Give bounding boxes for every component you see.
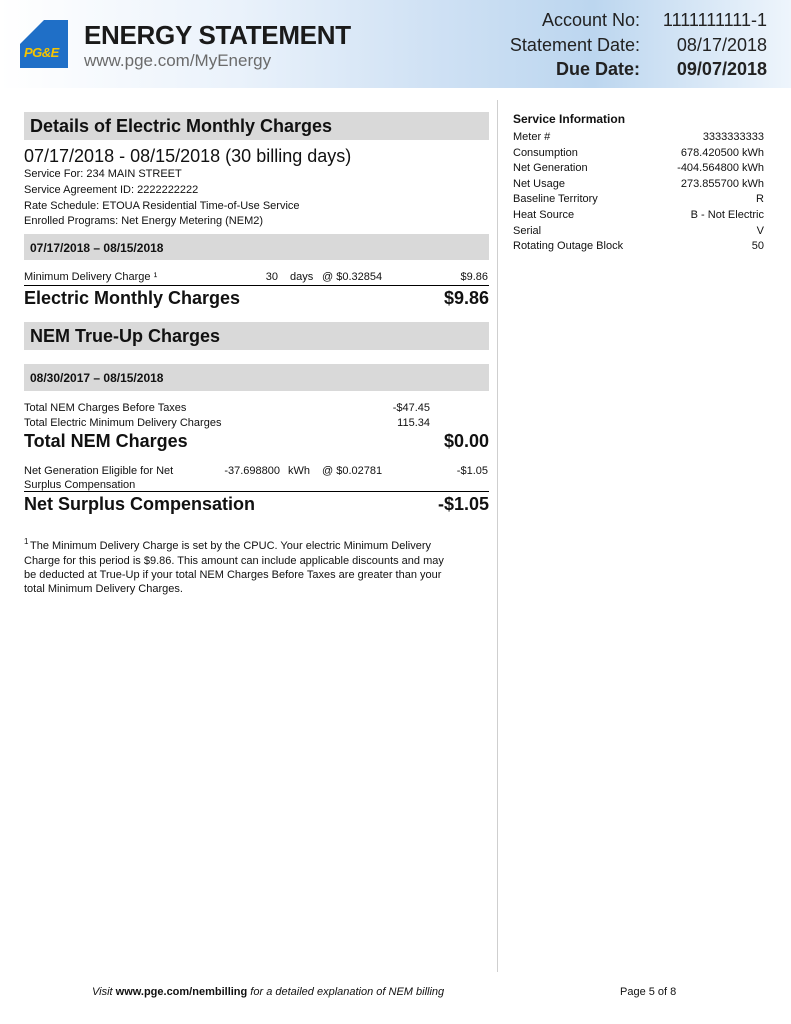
- min-charge-qty: 30: [265, 271, 278, 283]
- due-date-value: 09/07/2018: [676, 59, 767, 79]
- service-info-value: 678.420500 kWh: [680, 146, 764, 159]
- service-info-row: [513, 178, 764, 194]
- service-info-row: [513, 193, 764, 209]
- website-link[interactable]: www.pge.com/MyEnergy: [84, 51, 272, 70]
- divider: [24, 491, 489, 492]
- min-charge-rate: @ $0.32854: [322, 271, 383, 283]
- service-info-table: [513, 131, 764, 256]
- footnote-line2: Charge for this period is $9.86. This amount can include applicable discounts and may: [24, 555, 444, 567]
- electric-section-title: Details of Electric Monthly Charges: [30, 116, 333, 136]
- service-info-value: R: [756, 193, 764, 206]
- service-info-label: Rotating Outage Block: [513, 240, 624, 253]
- nem-min-delivery-value: 115.34: [397, 417, 430, 429]
- nem-min-delivery-label: Total Electric Minimum Delivery Charges: [24, 417, 222, 429]
- footer-visit-link[interactable]: www.pge.com/nembilling: [115, 986, 248, 998]
- service-info-value: V: [756, 224, 764, 237]
- service-info-label: Consumption: [513, 146, 578, 159]
- divider: [24, 285, 489, 286]
- net-gen-label-line2: Surplus Compensation: [24, 479, 136, 491]
- service-info-row: [513, 147, 764, 163]
- service-info-label: Meter #: [513, 131, 551, 143]
- service-info-row: [513, 240, 764, 256]
- footer-visit-suffix: for a detailed explanation of NEM billing: [247, 986, 445, 998]
- electric-total-label: Electric Monthly Charges: [24, 288, 241, 308]
- net-gen-label-line1: Net Generation Eligible for Net: [24, 465, 174, 477]
- service-info-value: 3333333333: [702, 131, 764, 143]
- service-info-label: Baseline Territory: [513, 193, 598, 206]
- nem-section-title: NEM True-Up Charges: [30, 326, 221, 346]
- statement-date-label: Statement Date:: [509, 35, 640, 55]
- service-info-row: [513, 131, 764, 147]
- nem-period-text: 08/30/2017 – 08/15/2018: [30, 371, 164, 385]
- due-date-label: Due Date:: [555, 59, 640, 79]
- footer-visit-prefix: Visit: [92, 986, 116, 998]
- nsc-label: Net Surplus Compensation: [24, 494, 256, 514]
- statement-title: ENERGY STATEMENT: [84, 20, 351, 50]
- account-label: Account No:: [541, 10, 640, 30]
- nem-total-label: Total NEM Charges: [24, 431, 188, 451]
- rate-schedule: Rate Schedule: ETOUA Residential Time-of-Use Service: [24, 200, 300, 212]
- service-info-value: -404.564800 kWh: [677, 162, 764, 175]
- service-info-value: B - Not Electric: [690, 208, 764, 221]
- service-info-value: 50: [751, 240, 764, 253]
- service-agreement: Service Agreement ID: 2222222222: [24, 184, 199, 196]
- footnote-marker: 1: [24, 537, 29, 546]
- service-info-label: Net Generation: [513, 162, 588, 175]
- min-charge-label: Minimum Delivery Charge ¹: [24, 271, 158, 283]
- footer-visit-text: [92, 986, 444, 998]
- pge-logo-text: PG&E: [24, 45, 59, 60]
- service-info-label: Heat Source: [513, 208, 575, 221]
- min-charge-amount: $9.86: [460, 271, 488, 283]
- footnote-line4: total Minimum Delivery Charges.: [24, 583, 183, 595]
- service-info-row: [513, 225, 764, 241]
- net-gen-amount: -$1.05: [456, 465, 488, 477]
- electric-total-amount: $9.86: [443, 288, 489, 308]
- net-gen-qty: -37.698800: [224, 465, 280, 477]
- billing-period: 07/17/2018 - 08/15/2018 (30 billing days): [24, 146, 352, 166]
- footnote-line3: be deducted at True-Up if your total NEM Charges Before Taxes are greater than your: [24, 569, 442, 581]
- service-info-label: Net Usage: [513, 177, 565, 190]
- page-number: Page 5 of 8: [620, 986, 677, 998]
- nem-total-amount: $0.00: [443, 431, 489, 451]
- service-info-row: [513, 162, 764, 178]
- electric-period-text: 07/17/2018 – 08/15/2018: [30, 241, 164, 255]
- nem-before-taxes-label: Total NEM Charges Before Taxes: [24, 402, 187, 414]
- service-for: Service For: 234 MAIN STREET: [24, 168, 182, 180]
- service-info-row: [513, 209, 764, 225]
- column-divider: [497, 100, 498, 972]
- enrolled-programs: Enrolled Programs: Net Energy Metering (NEM2): [24, 215, 264, 227]
- service-info-title: Service Information: [513, 112, 626, 126]
- net-gen-unit: kWh: [288, 465, 310, 477]
- service-info-value: 273.855700 kWh: [680, 177, 764, 190]
- account-value: 1111111111-1: [662, 10, 767, 30]
- nem-before-taxes-value: -$47.45: [392, 402, 430, 414]
- min-charge-unit: days: [290, 271, 314, 283]
- service-info-label: Serial: [513, 224, 542, 237]
- statement-date-value: 08/17/2018: [676, 35, 767, 55]
- footnote-line1: The Minimum Delivery Charge is set by the CPUC. Your electric Minimum Delivery: [30, 540, 432, 552]
- nsc-amount: -$1.05: [437, 494, 489, 514]
- net-gen-rate: @ $0.02781: [322, 465, 383, 477]
